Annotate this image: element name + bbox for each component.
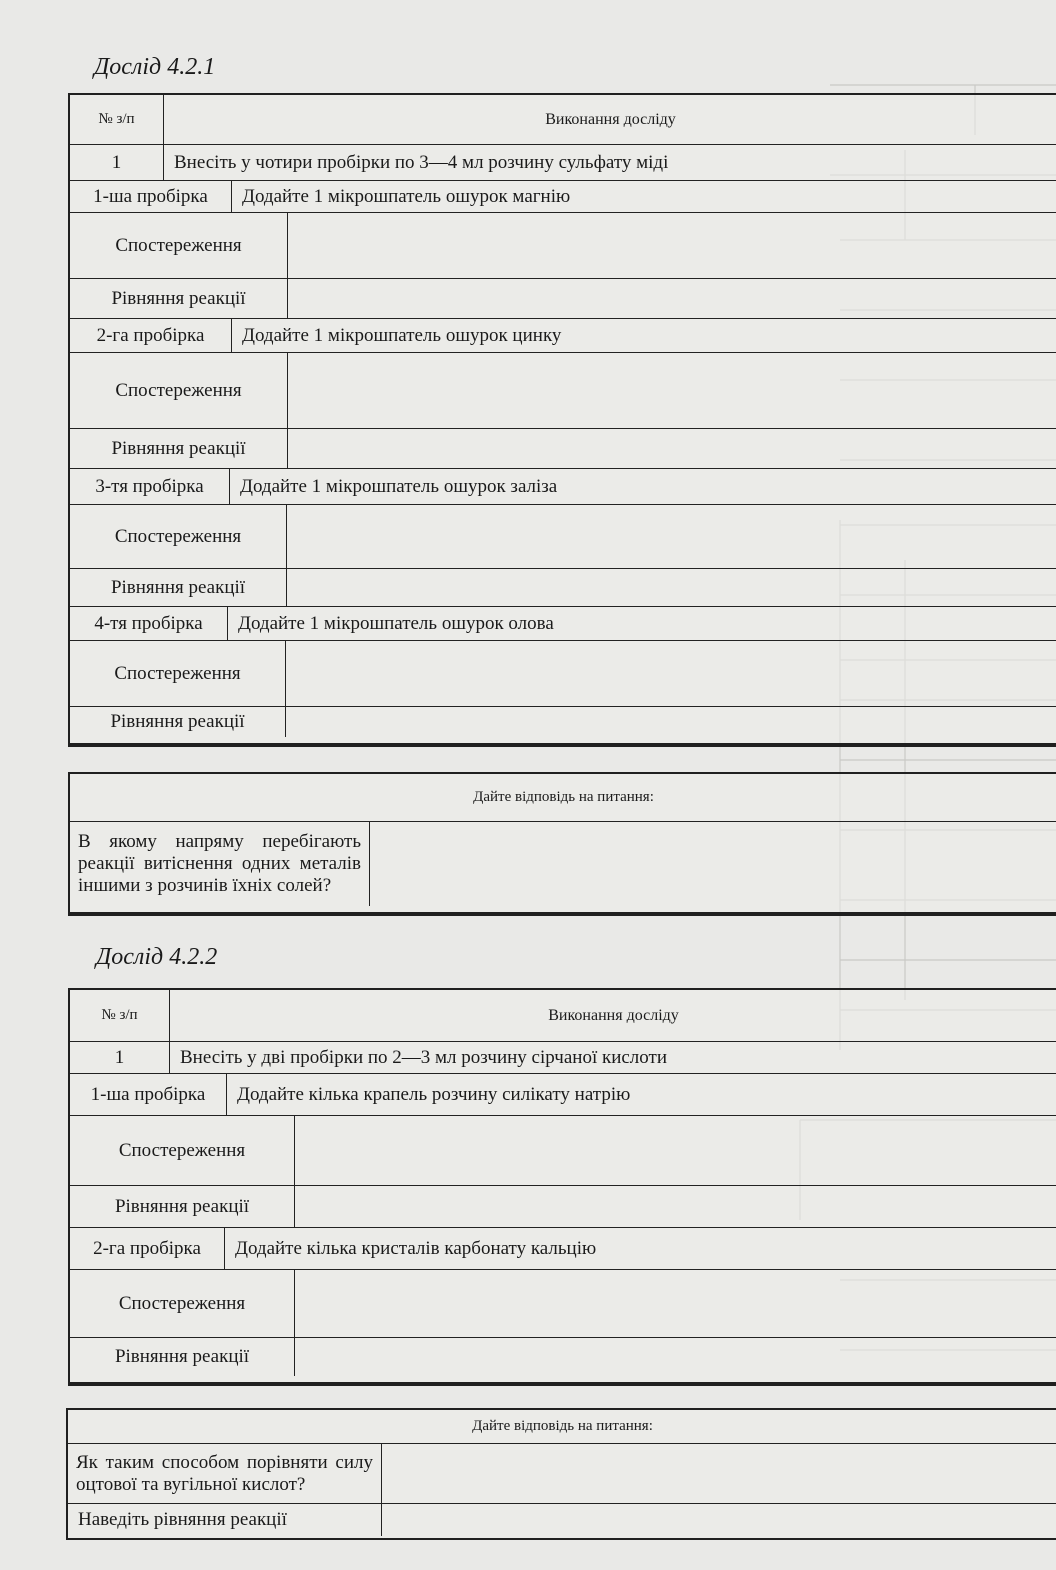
tube-row: [70, 469, 1056, 505]
column-header-number: № з/п: [70, 990, 170, 1041]
tube-action: Додайте 1 мікрошпатель ошурок магнію: [242, 185, 571, 207]
tube-action: Додайте 1 мікрошпатель ошурок цинку: [242, 324, 562, 346]
equation-prompt: Наведіть рівняння реакції: [68, 1504, 382, 1536]
equation-row: [70, 569, 1056, 607]
equation-row: [70, 707, 1056, 737]
equation-answer-field[interactable]: [295, 1186, 1056, 1227]
equation-label: Рівняння реакції: [70, 707, 286, 737]
column-header-execution: Виконання досліду: [548, 1006, 679, 1024]
question-text: В якому напряму перебігають реакції витіснення одних металів іншими з розчинів їхніх солей?: [70, 822, 370, 906]
step-row: [70, 145, 1056, 181]
observations-answer-field[interactable]: [295, 1116, 1056, 1185]
equation-row: [70, 1338, 1056, 1376]
question-header-row: [70, 774, 1056, 822]
equation-label: Рівняння реакції: [70, 569, 287, 606]
observations-label: Спостереження: [70, 213, 288, 278]
tube-action: Додайте кілька кристалів карбонату кальцію: [235, 1237, 597, 1259]
tube-label: 4-тя пробірка: [70, 607, 228, 640]
tube-action: Додайте 1 мікрошпатель ошурок заліза: [240, 475, 558, 497]
equation-answer-field[interactable]: [288, 429, 1056, 468]
observations-row: [70, 1116, 1056, 1186]
observations-answer-field[interactable]: [295, 1270, 1056, 1337]
equation-row: [70, 1186, 1056, 1228]
equation-row: [70, 279, 1056, 319]
question-header: Дайте відповідь на питання:: [473, 789, 654, 805]
tube-label: 3-тя пробірка: [70, 469, 230, 504]
question-row: [68, 1444, 1056, 1504]
question-2-table: [66, 1408, 1056, 1540]
observations-row: [70, 1270, 1056, 1338]
observations-answer-field[interactable]: [286, 641, 1056, 706]
question-header: Дайте відповідь на питання:: [472, 1418, 653, 1434]
tube-row: [70, 319, 1056, 353]
tube-label: 2-га пробірка: [70, 319, 232, 352]
step-number: 1: [70, 1042, 170, 1073]
tube-label: 1-ша пробірка: [70, 1074, 227, 1115]
equation-label: Рівняння реакції: [70, 1186, 295, 1227]
question-header-row: [68, 1410, 1056, 1444]
tube-label: 2-га пробірка: [70, 1228, 225, 1269]
observations-answer-field[interactable]: [288, 353, 1056, 428]
table-header-row: [70, 990, 1056, 1042]
question-row: [70, 822, 1056, 906]
experiment-1-table: [68, 93, 1056, 747]
experiment-1-title: Дослід 4.2.1: [94, 54, 216, 80]
step-instruction: Внесіть у чотири пробірки по 3—4 мл розчину сульфату міді: [174, 151, 669, 173]
equation-prompt-row: [68, 1504, 1056, 1536]
tube-label: 1-ша пробірка: [70, 181, 232, 212]
equation-answer-field[interactable]: [382, 1504, 1056, 1536]
observations-row: [70, 353, 1056, 429]
answer-field[interactable]: [370, 822, 1056, 906]
step-number: 1: [70, 145, 164, 180]
tube-action: Додайте кілька крапель розчину силікату натрію: [237, 1083, 631, 1105]
observations-row: [70, 641, 1056, 707]
step-instruction: Внесіть у дві пробірки по 2—3 мл розчину сірчаної кислоти: [180, 1046, 668, 1068]
experiment-2-table: [68, 988, 1056, 1386]
equation-answer-field[interactable]: [287, 569, 1056, 606]
tube-row: [70, 1228, 1056, 1270]
observations-label: Спостереження: [70, 505, 287, 568]
step-row: [70, 1042, 1056, 1074]
tube-row: [70, 1074, 1056, 1116]
answer-field[interactable]: [382, 1444, 1056, 1503]
tube-action: Додайте 1 мікрошпатель ошурок олова: [238, 612, 554, 634]
observations-label: Спостереження: [70, 353, 288, 428]
observations-label: Спостереження: [70, 1116, 295, 1185]
equation-answer-field[interactable]: [295, 1338, 1056, 1376]
observations-label: Спостереження: [70, 641, 286, 706]
table-header-row: [70, 95, 1056, 145]
observations-answer-field[interactable]: [288, 213, 1056, 278]
experiment-2-title: Дослід 4.2.2: [96, 944, 218, 970]
question-text: Як таким способом порівняти силу оцтової та вугільної кислот?: [68, 1444, 382, 1503]
equation-label: Рівняння реакції: [70, 429, 288, 468]
equation-label: Рівняння реакції: [70, 279, 288, 318]
question-1-table: [68, 772, 1056, 916]
equation-answer-field[interactable]: [286, 707, 1056, 737]
equation-answer-field[interactable]: [288, 279, 1056, 318]
column-header-number: № з/п: [70, 95, 164, 144]
equation-row: [70, 429, 1056, 469]
column-header-execution: Виконання досліду: [545, 110, 676, 128]
observations-row: [70, 505, 1056, 569]
observations-row: [70, 213, 1056, 279]
tube-row: [70, 607, 1056, 641]
observations-label: Спостереження: [70, 1270, 295, 1337]
equation-label: Рівняння реакції: [70, 1338, 295, 1376]
tube-row: [70, 181, 1056, 213]
observations-answer-field[interactable]: [287, 505, 1056, 568]
